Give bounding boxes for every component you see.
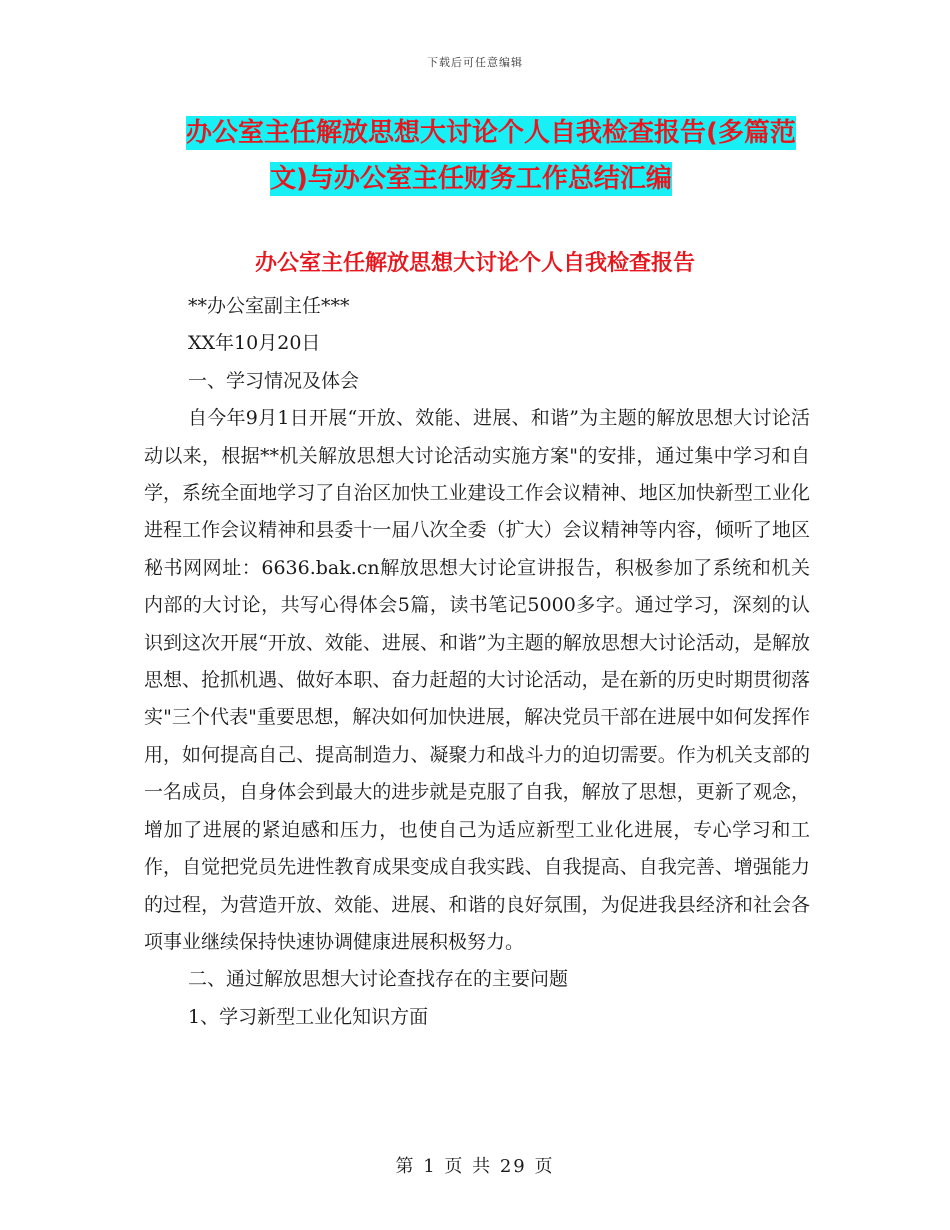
document-body bbox=[144, 288, 810, 1036]
paragraph-learning: 自今年9月1日开展“开放、效能、进展、和谐”为主题的解放思想大讨论活动以来，根据**机关解放思想大讨论活动实施方案"的安排，通过集中学习和自学，系统全面地学习了自治区加快工业建设工作会议精神、地区加快新型工业化进程工作会议精神和县委十一届八次全委（扩大）会议精神等内容，倾听了地区秘书网网址：6636.bak.cn解放思想大讨论宣讲报告，积极参加了系统和机关内部的大讨论，共写心得体会5篇，读书笔记5000多字。通过学习，深刻的认识到这次开展“开放、效能、进展、和谐”为主题的解放思想大讨论活动，是解放思想、抢抓机遇、做好本职、奋力赶超的大讨论活动，是在新的历史时期贯彻落实"三个代表"重要思想，解决如何加快进展，解决党员干部在进展中如何发挥作用，如何提高自己、提高制造力、凝聚力和战斗力的迫切需要。作为机关支部的一名成员，自身体会到最大的进步就是克服了自我，解放了思想，更新了观念，增加了进展的紧迫感和压力，也使自己为适应新型工业化进展，专心学习和工作，自觉把党员先进性教育成果变成自我实践、自我提高、自我完善、增强能力的过程，为营造开放、效能、进展、和谐的良好氛围，为促进我县经济和社会各项事业继续保持快速协调健康进展积极努力。 bbox=[144, 407, 810, 953]
section-title: 办公室主任解放思想大讨论个人自我检查报告 bbox=[254, 251, 695, 276]
date-line: XX年10月20日 bbox=[188, 332, 321, 355]
title-line-2: 文)与办公室主任财务工作总结汇编 bbox=[270, 164, 672, 194]
header-note: 下载后可任意编辑 bbox=[427, 56, 523, 69]
heading-learning: 一、学习情况及体会 bbox=[188, 369, 360, 392]
document-title bbox=[186, 110, 826, 202]
heading-problems: 二、通过解放思想大讨论查找存在的主要问题 bbox=[188, 968, 569, 991]
heading-industrial-knowledge: 1、学习新型工业化知识方面 bbox=[188, 1005, 429, 1028]
page-number: 第 1 页 共 29 页 bbox=[395, 1156, 555, 1177]
author-line: **办公室副主任*** bbox=[188, 295, 350, 317]
title-line-1: 办公室主任解放思想大讨论个人自我检查报告(多篇范 bbox=[186, 118, 796, 148]
